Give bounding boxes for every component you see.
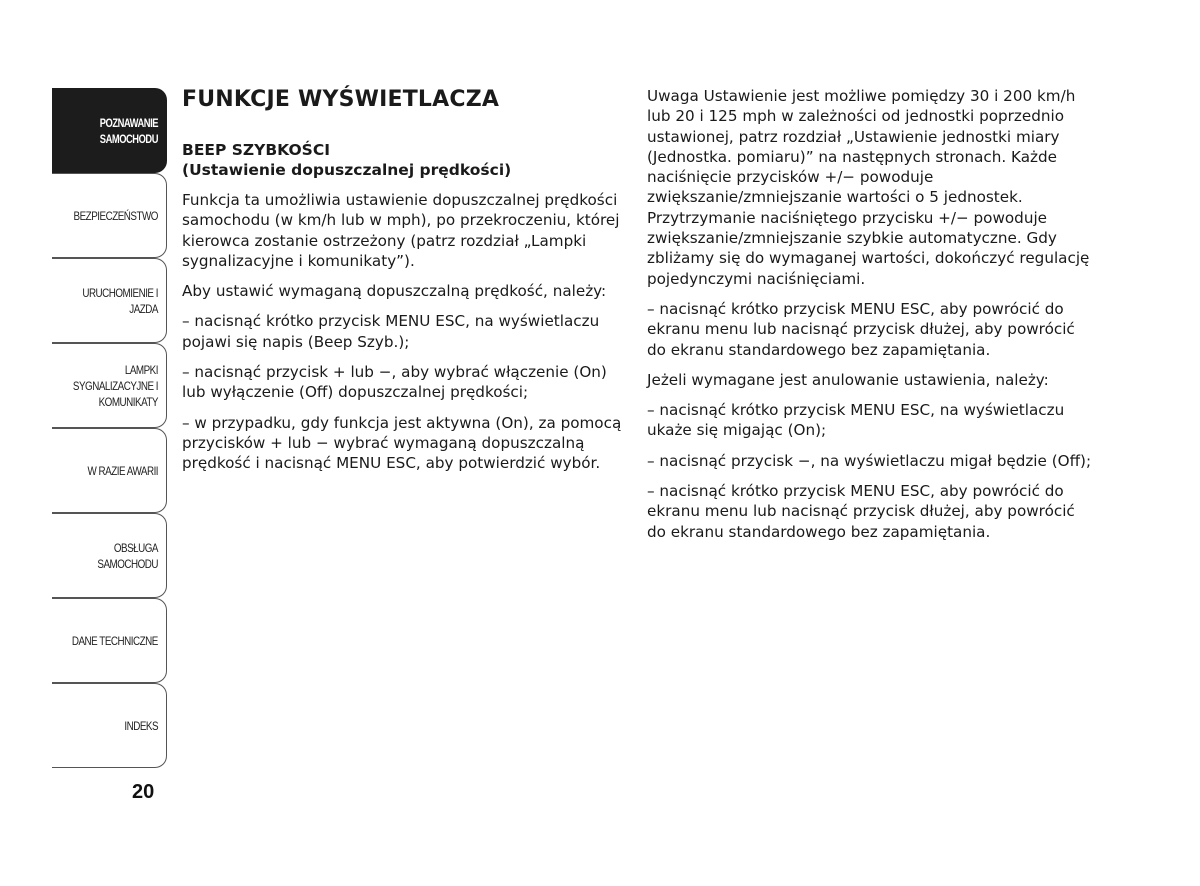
right-column	[647, 86, 1092, 552]
tab-label: BEZPIECZEŃSTWO	[73, 208, 158, 223]
tab-bezpieczenstwo[interactable]	[52, 173, 167, 258]
page-title: FUNKCJE WYŚWIETLACZA	[182, 87, 500, 112]
tab-label: URUCHOMIENIE I JAZDA	[82, 285, 158, 316]
tab-indeks[interactable]	[52, 683, 167, 768]
tab-label: OBSŁUGA SAMOCHODU	[97, 540, 158, 571]
tab-label: W RAZIE AWARII	[87, 463, 158, 478]
paragraph: Aby ustawić wymaganą dopuszczalną prędkość, należy:	[182, 282, 607, 301]
paragraph: – w przypadku, gdy funkcja jest aktywna (On), za pomocą przycisków + lub − wybrać wymaganą dopuszczalną prędkość i nacisnąć MENU ESC, aby potwierdzić wybór.	[182, 413, 622, 473]
paragraph: – nacisnąć krótko przycisk MENU ESC, na wyświetlaczu ukaże się migając (On);	[647, 401, 1065, 440]
tab-poznawanie-samochodu[interactable]	[52, 88, 167, 173]
section-heading-line1: BEEP SZYBKOŚCI	[182, 141, 330, 159]
tab-w-razie-awarii[interactable]	[52, 428, 167, 513]
tab-label: DANE TECHNICZNE	[72, 633, 158, 648]
paragraph: – nacisnąć krótko przycisk MENU ESC, na wyświetlaczu pojawi się napis (Beep Szyb.);	[182, 312, 600, 351]
paragraph: – nacisnąć przycisk −, na wyświetlaczu migał będzie (Off);	[647, 451, 1092, 470]
tab-lampki-sygnalizacyjne[interactable]	[52, 343, 167, 428]
paragraph: – nacisnąć krótko przycisk MENU ESC, aby powrócić do ekranu menu lub nacisnąć przycisk dłużej, aby powrócić do ekranu standardowego bez zapamiętania.	[647, 299, 1075, 359]
tab-label: POZNAWANIE SAMOCHODU	[99, 115, 158, 146]
paragraph: – nacisnąć przycisk + lub −, aby wybrać włączenie (On) lub wyłączenie (Off) dopuszczalnej prędkości;	[182, 363, 607, 402]
tab-uruchomienie-i-jazda[interactable]	[52, 258, 167, 343]
left-column	[182, 86, 627, 484]
tab-dane-techniczne[interactable]	[52, 598, 167, 683]
paragraph: Jeżeli wymagane jest anulowanie ustawienia, należy:	[647, 370, 1049, 389]
note-paragraph: Uwaga Ustawienie jest możliwe pomiędzy 30 i 200 km/h lub 20 i 125 mph w zależności od jednostki poprzednio ustawionej, patrz rozdział „Ustawienie jednostki miary (Jednostka. pomiaru)” na następnych stronach. Każde naciśnięcie przycisków +/− powoduje zwiększanie/zmniejszanie wartości o 5 jednostek. Przytrzymanie naciśniętego przycisku +/− powoduje zwiększanie/zmniejszanie szybkie automatyczne. Gdy zbliżamy się do wymaganej wartości, dokończyć regulację pojedynczymi naciśnięciami.	[647, 87, 1090, 288]
tab-label: LAMPKI SYGNALIZACYJNE I KOMUNIKATY	[72, 362, 158, 409]
tab-obsluga-samochodu[interactable]	[52, 513, 167, 598]
chapter-tab-strip	[52, 88, 167, 768]
paragraph: Funkcja ta umożliwia ustawienie dopuszczalnej prędkości samochodu (w km/h lub w mph), po przekroczeniu, której kierowca zostanie ostrzeżony (patrz rozdział „Lampki sygnalizacyjne i komunikaty”).	[182, 191, 620, 270]
section-heading	[182, 140, 627, 180]
page-number: 20	[132, 781, 155, 803]
section-heading-line2: (Ustawienie dopuszczalnej prędkości)	[182, 161, 512, 179]
tab-label: INDEKS	[124, 718, 158, 733]
paragraph: – nacisnąć krótko przycisk MENU ESC, aby powrócić do ekranu menu lub nacisnąć przycisk dłużej, aby powrócić do ekranu standardowego bez zapamiętania.	[647, 482, 1075, 541]
